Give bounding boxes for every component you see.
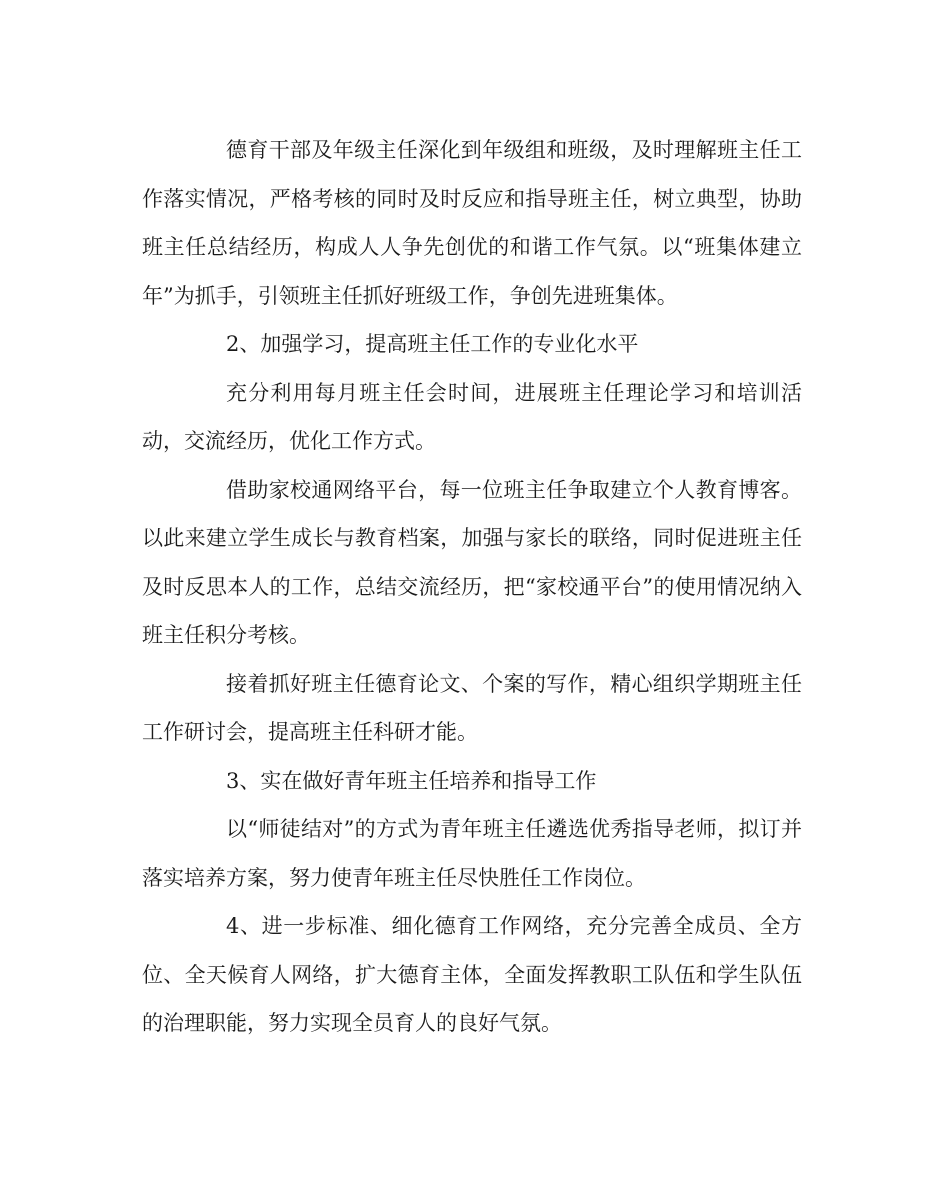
paragraph-3: 借助家校通网络平台，每一位班主任争取建立个人教育博客。以此来建立学生成长与教育档案，加强与家长的联络，同时促进班主任及时反思本人的工作，总结交流经历，把“家校通平台”的使用情况纳入班主任积分考核。 xyxy=(142,477,802,647)
paragraph-1: 德育干部及年级主任深化到年级组和班级，及时理解班主任工作落实情况，严格考核的同时及时反应和指导班主任，树立典型，协助班主任总结经历，构成人人争先创优的和谐工作气氛。以“班集体建立年”为抓手，引领班主任抓好班级工作，争创先进班集体。 xyxy=(142,138,802,308)
document-body xyxy=(142,126,802,1048)
paragraph-5: 以“师徒结对”的方式为青年班主任遴选优秀指导老师，拟订并落实培养方案，努力使青年班主任尽快胜任工作岗位。 xyxy=(142,817,802,890)
paragraph-4: 接着抓好班主任德育论文、个案的写作，精心组织学期班主任工作研讨会，提高班主任科研才能。 xyxy=(142,671,802,744)
paragraph-2: 充分利用每月班主任会时间，进展班主任理论学习和培训活动，交流经历，优化工作方式。 xyxy=(142,380,802,453)
paragraph-6: 4、进一步标准、细化德育工作网络，充分完善全成员、全方位、全天候育人网络，扩大德育主体，全面发挥教职工队伍和学生队伍的治理职能，努力实现全员育人的良好气氛。 xyxy=(142,914,802,1035)
section-heading-3: 3、实在做好青年班主任培养和指导工作 xyxy=(226,768,597,793)
section-heading-2: 2、加强学习，提高班主任工作的专业化水平 xyxy=(226,332,639,356)
